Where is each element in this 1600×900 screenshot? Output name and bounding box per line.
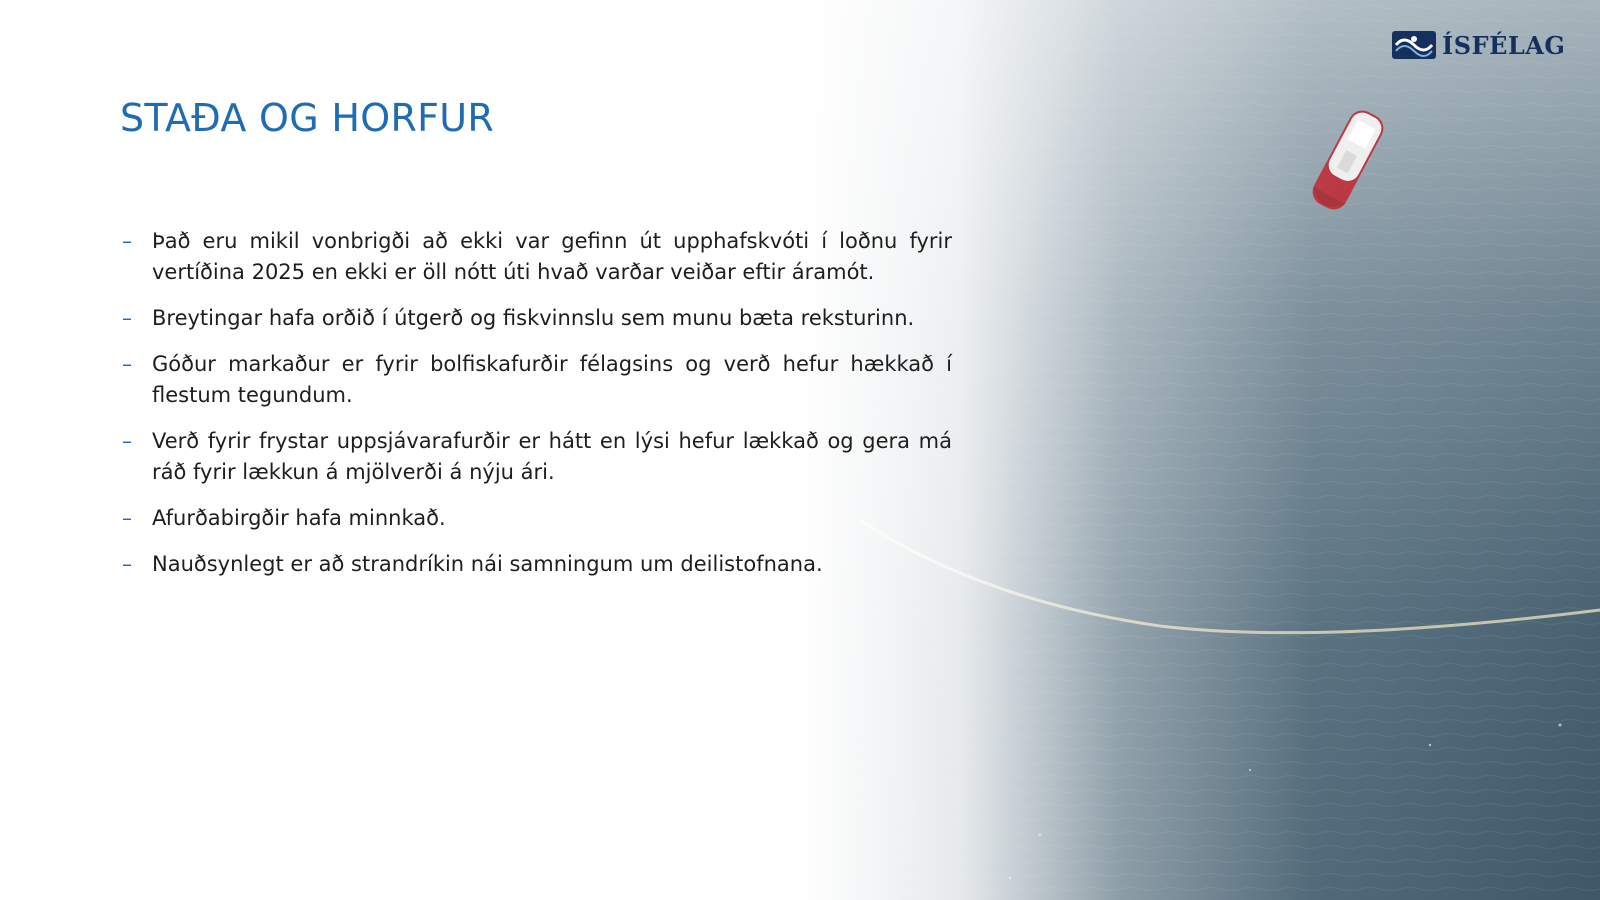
bullet-dash: – <box>122 306 132 330</box>
bullet-text: Nauðsynlegt er að strandríkin nái samningum um deilistofnana. <box>152 552 823 576</box>
logo-text: ÍSFÉLAG <box>1442 30 1566 60</box>
bullet-dash: – <box>122 229 132 253</box>
bullet-text: Verð fyrir frystar uppsjávarafurðir er hátt en lýsi hefur lækkað og gera má ráð fyrir lækkun á mjölverði á nýju ári. <box>152 429 952 484</box>
bullet-text: Afurðabirgðir hafa minnkað. <box>152 506 446 530</box>
bullet-item <box>122 549 952 580</box>
company-logo <box>1392 30 1565 60</box>
slide-title: STAÐA OG HORFUR <box>120 96 495 140</box>
bullet-text: Breytingar hafa orðið í útgerð og fiskvinnslu sem munu bæta reksturinn. <box>152 306 915 330</box>
bullet-item <box>122 226 952 288</box>
bullet-item <box>122 303 952 334</box>
bullet-list <box>122 226 952 595</box>
bullet-dash: – <box>122 352 132 376</box>
bullet-text: Það eru mikil vonbrigði að ekki var gefinn út upphafskvóti í loðnu fyrir vertíðina 2025 en ekki er öll nótt úti hvað varðar veiðar eftir áramót. <box>152 229 952 284</box>
bullet-item <box>122 349 952 411</box>
bullet-dash: – <box>122 429 132 453</box>
bullet-text: Góður markaður er fyrir bolfiskafurðir félagsins og verð hefur hækkað í flestum tegundum. <box>152 352 952 407</box>
bullet-dash: – <box>122 506 132 530</box>
bullet-dash: – <box>122 552 132 576</box>
isfelag-emblem-icon <box>1392 31 1436 59</box>
bullet-item <box>122 426 952 488</box>
bullet-item <box>122 503 952 534</box>
